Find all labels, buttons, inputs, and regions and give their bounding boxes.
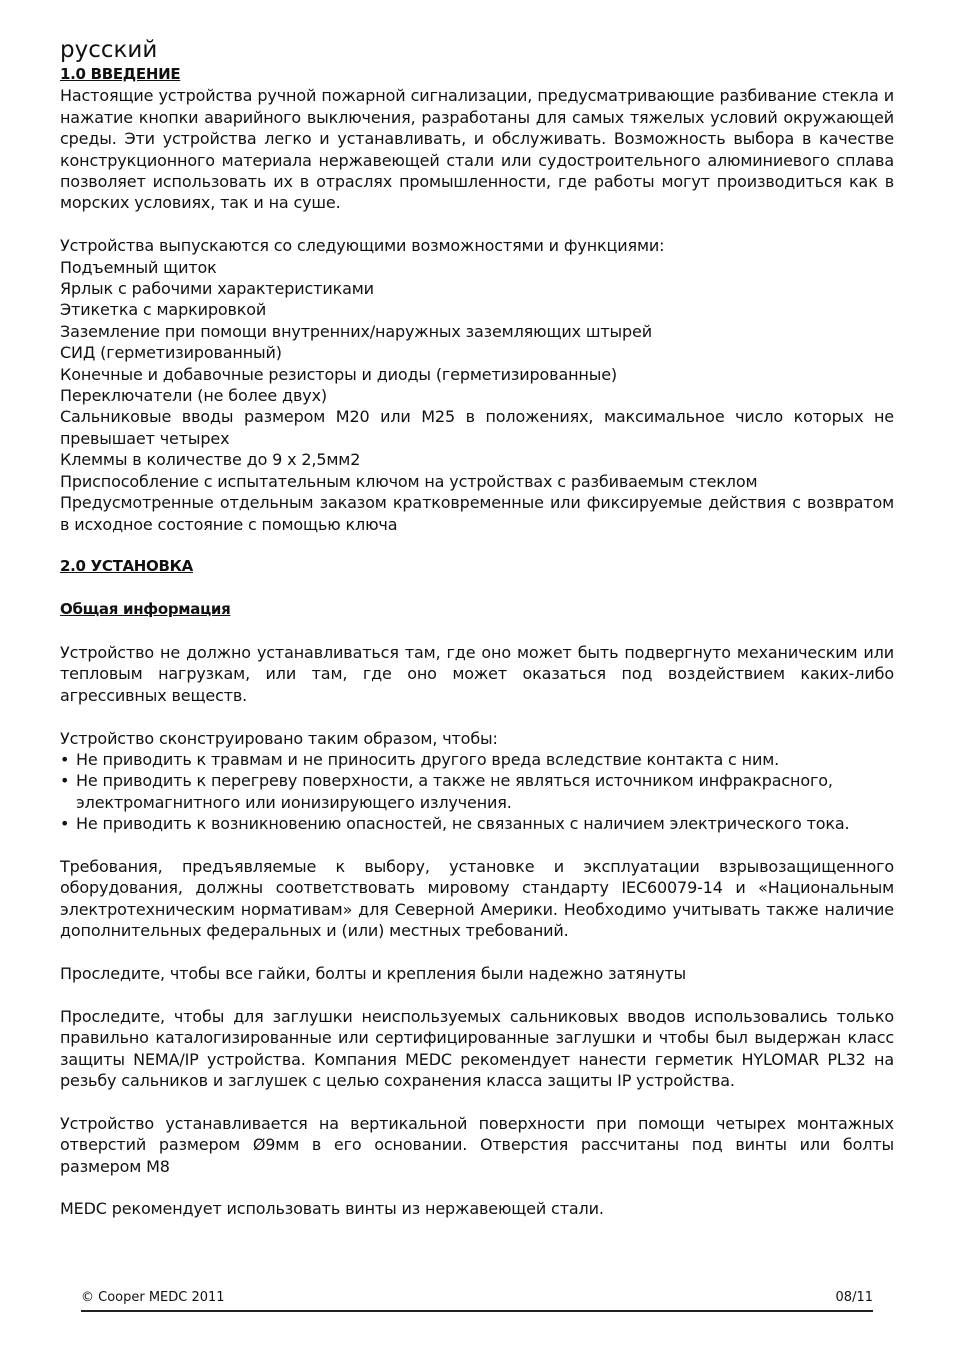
feature-item: Сальниковые вводы размером M20 или M25 в положениях, максимальное число которых не превышает четырех [60,407,894,448]
feature-item: Конечные и добавочные резисторы и диоды (герметизированные) [60,364,617,384]
requirements-paragraph: Требования, предъявляемые к выбору, установке и эксплуатации взрывозащищенного оборудования, должны соответствовать мировому стандарту IEC60079-14 и «Национальным электротехническим нормативам» для Северной Америки. Необходимо учитывать также наличие дополнительных федеральных и (или) местных требований. [60,856,894,941]
install-heading: 2.0 УСТАНОВКА [60,557,193,576]
intro-paragraph: Настоящие устройства ручной пожарной сигнализации, предусматривающие разбивание стекла и нажатие кнопки аварийного выключения, разработаны для самых тяжелых условий окружающей среды. Эти устройства легко и устанавливать, и обслуживать. Возможность выбора в качестве конструкционного материала нержавеющей стали или судостроительного алюминиевого сплава позволяет использовать их в отраслях промышленности, где работы могут производиться как в морских условиях, так и на суше. [60,86,894,213]
feature-item: Подъемный щиток [60,257,217,277]
bullet-item [60,749,894,770]
page-footer [81,1290,873,1312]
nuts-paragraph: Проследите, чтобы все гайки, болты и крепления были надежно затянуты [60,963,687,983]
bullet-text: Не приводить к возникновению опасностей, не связанных с наличием электрического тока. [76,814,850,834]
footer-date: 08/11 [835,1290,873,1305]
bullet-text: Не приводить к травмам и не приносить другого вреда вследствие контакта с ним. [76,749,780,769]
intro-heading: 1.0 ВВЕДЕНИЕ [60,65,181,83]
footer-copyright: © Cooper MEDC 2011 [81,1290,225,1305]
general-paragraph: Устройство не должно устанавливаться там, где оно может быть подвергнуто механическим или тепловым нагрузкам, или там, где оно может оказаться под воздействием каких-либо агрессивных веществ. [60,642,894,705]
bullet-item [60,770,894,813]
feature-item: СИД (герметизированный) [60,343,282,363]
bullet-dot-icon: • [60,814,70,834]
features-list [60,257,894,535]
feature-item: Предусмотренные отдельным заказом кратковременные или фиксируемые действия с возвратом в исходное состояние с помощью ключа [60,493,894,534]
feature-item: Ярлык с рабочими характеристиками [60,279,374,299]
bullet-item [60,813,894,834]
feature-item: Приспособление с испытательным ключом на устройствах с разбиваемым стеклом [60,471,758,491]
feature-item: Заземление при помощи внутренних/наружных заземляющих штырей [60,321,652,341]
general-info-heading: Общая информация [60,600,231,619]
mounting-paragraph: Устройство устанавливается на вертикальной поверхности при помощи четырех монтажных отверстий размером Ø9мм в его основании. Отверстия рассчитаны под винты или болты размером M8 [60,1113,894,1176]
features-intro: Устройства выпускаются со следующими возможностями и функциями: [60,236,665,256]
design-bullets [60,749,894,835]
bullet-text: Не приводить к перегреву поверхности, а также не являться источником инфракрасного, электромагнитного или ионизирующего излучения. [76,771,833,812]
bullet-dot-icon: • [60,771,70,791]
feature-item: Клеммы в количестве до 9 х 2,5мм2 [60,450,361,470]
document-page [60,36,894,1220]
language-title: русский [60,37,158,63]
bullet-dot-icon: • [60,749,70,769]
feature-item: Этикетка с маркировкой [60,300,267,320]
feature-item: Переключатели (не более двух) [60,386,327,406]
design-intro: Устройство сконструировано таким образом, чтобы: [60,728,498,748]
plugs-paragraph: Проследите, чтобы для заглушки неиспользуемых сальниковых вводов использовались только правильно каталогизированные или сертифицированные заглушки и чтобы был выдержан класс защиты NEMA/IP устройства. Компания MEDC рекомендует нанести герметик HYLOMAR PL32 на резьбу сальников и заглушек с целью сохранения класса защиты IP устройства. [60,1006,894,1090]
screws-paragraph: MEDC рекомендует использовать винты из нержавеющей стали. [60,1199,604,1219]
